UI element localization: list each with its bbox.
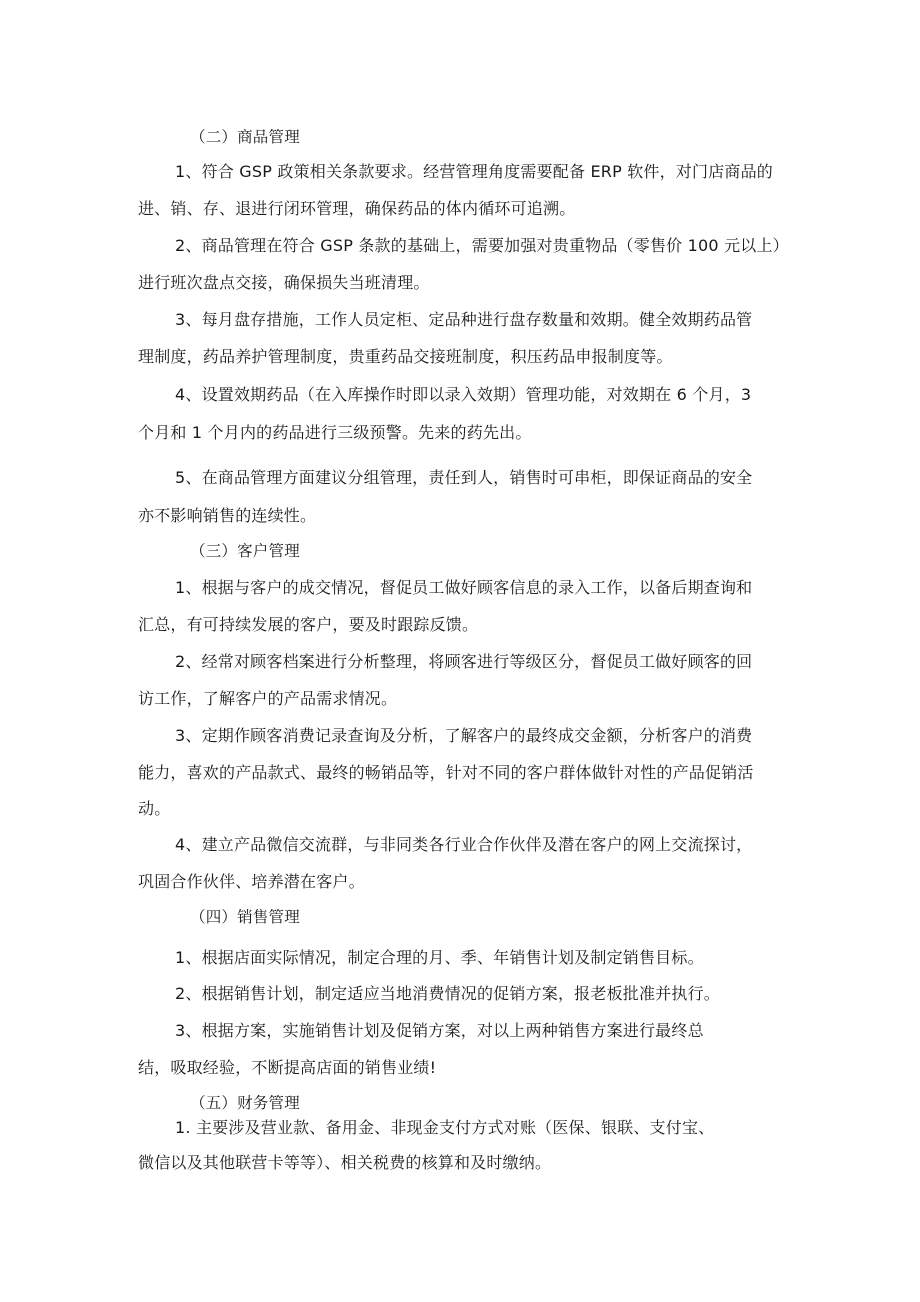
paragraph-line: 个月和 1 个月内的药品进行三级预警。先来的药先出。: [138, 423, 532, 442]
paragraph-line: 动。: [138, 799, 171, 818]
paragraph-line: 1、根据店面实际情况，制定合理的月、季、年销售计划及制定销售目标。: [175, 948, 704, 967]
paragraph-line: 亦不影响销售的连续性。: [138, 506, 317, 525]
paragraph-line: 微信以及其他联营卡等等）、相关税费的核算和及时缴纳。: [138, 1153, 552, 1172]
paragraph-line: 4、建立产品微信交流群，与非同类各行业合作伙伴及潜在客户的网上交流探讨，: [175, 835, 753, 854]
paragraph-line: 1、根据与客户的成交情况，督促员工做好顾客信息的录入工作，以备后期查询和: [175, 578, 753, 597]
paragraph-line: 3、定期作顾客消费记录查询及分析，了解客户的最终成交金额，分析客户的消费: [175, 726, 753, 745]
paragraph-line: 3、根据方案，实施销售计划及促销方案，对以上两种销售方案进行最终总: [175, 1021, 704, 1040]
paragraph-line: 结，吸取经验，不断提高店面的销售业绩!: [138, 1058, 437, 1077]
paragraph-line: 2、根据销售计划，制定适应当地消费情况的促销方案，报老板批准并执行。: [175, 984, 720, 1003]
paragraph-line: 4、设置效期药品（在入库操作时即以录入效期）管理功能，对效期在 6 个月，3: [175, 385, 752, 404]
section-heading-customer-management: （三）客户管理: [190, 542, 300, 560]
paragraph-line: 3、每月盘存措施，工作人员定柜、定品种进行盘存数量和效期。健全效期药品管: [175, 310, 753, 329]
section-heading-finance-management: （五）财务管理: [190, 1094, 300, 1112]
paragraph-line: 进、销、存、退进行闭环管理，确保药品的体内循环可追溯。: [138, 199, 576, 218]
paragraph-line: 1. 主要涉及营业款、备用金、非现金支付方式对账（医保、银联、支付宝、: [175, 1118, 715, 1137]
section-heading-goods-management: （二）商品管理: [190, 128, 300, 146]
paragraph-line: 汇总，有可持续发展的客户，要及时跟踪反馈。: [138, 615, 479, 634]
paragraph-line: 访工作，了解客户的产品需求情况。: [138, 689, 398, 708]
section-heading-sales-management: （四）销售管理: [190, 908, 300, 926]
paragraph-line: 能力，喜欢的产品款式、最终的畅销品等，针对不同的客户群体做针对性的产品促销活: [138, 763, 754, 782]
paragraph-line: 5、在商品管理方面建议分组管理，责任到人，销售时可串柜，即保证商品的安全: [175, 468, 753, 487]
paragraph-line: 1、符合 GSP 政策相关条款要求。经营管理角度需要配备 ERP 软件，对门店商品的: [175, 162, 774, 181]
paragraph-line: 巩固合作伙伴、培养潜在客户。: [138, 872, 365, 891]
paragraph-line: 2、经常对顾客档案进行分析整理，将顾客进行等级区分，督促员工做好顾客的回: [175, 652, 753, 671]
paragraph-line: 进行班次盘点交接，确保损失当班清理。: [138, 273, 430, 292]
paragraph-line: 理制度，药品养护管理制度，贵重药品交接班制度，积压药品申报制度等。: [138, 347, 673, 366]
paragraph-line: 2、商品管理在符合 GSP 条款的基础上，需要加强对贵重物品（零售价 100 元以上）: [175, 236, 789, 255]
